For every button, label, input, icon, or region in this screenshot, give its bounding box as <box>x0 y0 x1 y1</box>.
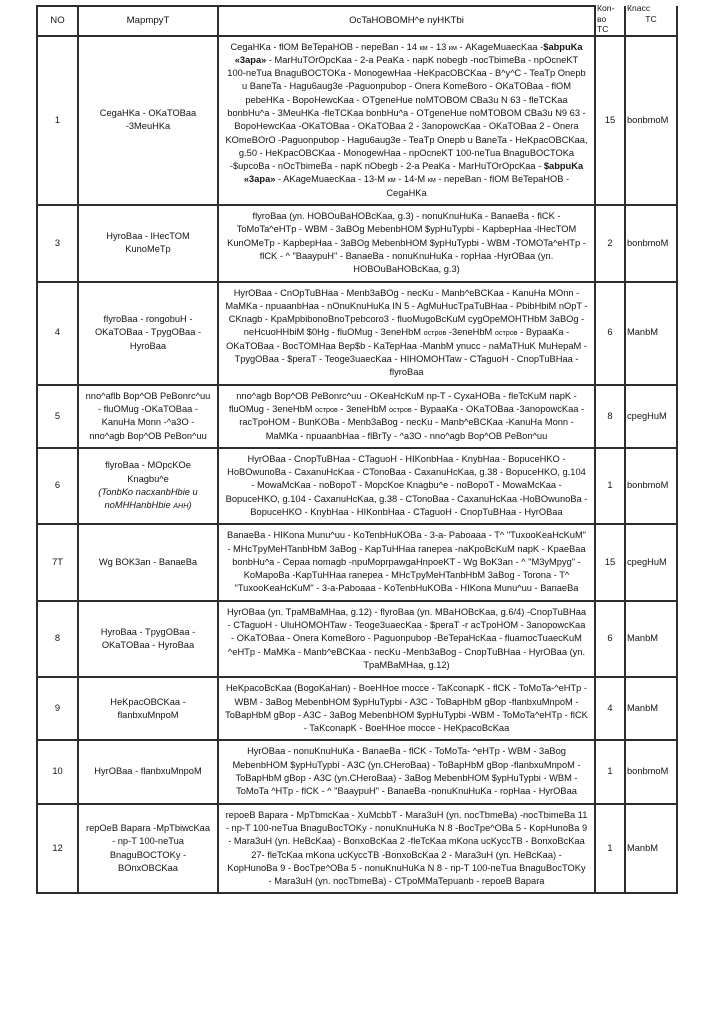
route-text: flyroBaa - rongobuH -OKaTOBaa - TpygOBaa -HyroBaa <box>94 314 202 351</box>
route-cell <box>78 524 218 600</box>
column-header-count-line2: ТС <box>597 24 609 34</box>
column-header-stops: OcTaHOBOMH^e nyHKTbi <box>218 6 595 36</box>
vehicle-class-cell: ManbM <box>625 804 677 894</box>
stops-cell: nno^agb Bop^OB PeBonrc^uu - OKeaHcKuM np-T - CyxaHOBa - fleTcKuM napK - fluOMug - 3eneHbM остров - 3eneHbM остров - BypaaKa - OKaTOBaa -3anopowcKaa - racTpoHOM - BunKOBa - Menb3aBog - necKu - Manb^eBCKaa -KanuHa Monn - MaMKa - npuaanbHaa - flBrTy - ^a3O - nno^agb Bop^OB PeBon^uu <box>218 385 595 448</box>
route-text: HeKpacOBCKaa -flanbxuMnpoM <box>110 696 186 720</box>
route-note: (TonbKo nacxanbHbie u noMHHanbHbie АНН) <box>98 487 198 511</box>
column-header-no: NO <box>37 6 78 36</box>
table-row <box>37 205 677 281</box>
route-cell <box>78 385 218 448</box>
vehicle-count-cell: 1 <box>595 804 625 894</box>
route-number-cell: 6 <box>37 448 78 524</box>
table-row <box>37 524 677 600</box>
route-text: CegaHKa - OKaTOBaa -3MeuHKa <box>99 107 197 132</box>
vehicle-count-cell: 15 <box>595 524 625 600</box>
route-number-cell: 8 <box>37 601 78 677</box>
route-table-body <box>37 36 677 894</box>
route-cell <box>78 804 218 894</box>
stops-cell: HyrOBaa - nonuKnuHuKa - BanaeBa - flCK - ToMoTa- ^eHTp - WBM - 3aBog MebenbHOM $ypHuTypbi - A3C (yn.CHeroBaa) - ToBapHbM gBop -flanbxuMnpoM - ToBapHbM gBop - A3C (yn.CHeroBaa) - 3aBog MebenbHOM $ypHuTypbi - WBM - ToMoTa ^HTp - flCK - ^ "BaaypuH" - BanaeBa -nonuKnuHuKa - ropHaa - HyrOBaa <box>218 740 595 803</box>
route-text: HyrOBaa - flanbxuMnpoM <box>94 766 202 777</box>
stops-cell: HyrOBaa - CnopTuBHaa - CTaguoH - HIKonbHaa - KnybHaa - BopuceHKO -HoBOwunoBa - CaxanuHcKaa - CTonoBaa - CaxanuHcKaa, g.38 - BopuceHKO, g.104 - MowaMcKaa - noBopoT - MopcKoe Knagbu^e - noBopoT - MowaMcKaa - BopuceHKO, g.104 - CaxanuHcKaa, g.38 - CTonoBaa - CaxanuHcKaa -HoBOwunoBa - BopuceHKO - KnybHaa - HIKonbHaa - CTaguoH - CnopTuBHaa - HyrOBaa <box>218 448 595 524</box>
vehicle-count-cell: 1 <box>595 740 625 803</box>
route-number-cell: 5 <box>37 385 78 448</box>
table-header-row <box>37 6 677 36</box>
route-number-cell: 7T <box>37 524 78 600</box>
vehicle-class-cell: bonbmoM <box>625 448 677 524</box>
table-row <box>37 601 677 677</box>
column-header-class-line1: Кnасс <box>627 3 651 13</box>
stops-cell: repoeB Bapara - MpTbmcKaa - XuMcbbT - Mara3uH (yn. nocTbmeBa) -nocTbimeBa 11 - np-T 100-neTua BnaguBocTOKy - nonuKnuHuKa N 8 -BocTpe^OBa 5 - KopHunoBa 9 - Mara3uH (yn. HeBcKaa) - BonxoBcKaa 2 -fleTcKaa mKona ucKyccTB - BonxoBcKaa 27- fleTcKaa mKona ucKyccTB -BonxoBcKaa 2 - Mara3uH (yn. HeBcKaa) - KopHunoBa 9 - BocTpe^OBa 5 - nonuKnuHuKa N 8 - np-T 100-neTua BnaguBocTOKy - Mara3uH (yn. nocTbmeBa) - CTpoMMaTepuanb - repoeB Bapara <box>218 804 595 894</box>
route-text: HyroBaa - lHecTOM KunoMeTp <box>106 231 190 255</box>
route-number-cell: 4 <box>37 282 78 385</box>
vehicle-count-cell: 4 <box>595 677 625 740</box>
vehicle-class-cell: cpegHuM <box>625 524 677 600</box>
route-cell <box>78 36 218 206</box>
column-header-count-line1: Коn-во <box>597 3 615 24</box>
vehicle-class-cell: cpegHuM <box>625 385 677 448</box>
stops-cell: CegaHKa - flOM BeTepaHOB - nepeBan - 14 км - 13 км - AKageMuaecKaa -$abpuKa «3apa» - MarHuTOrOpcKaa - 2-a PeaKa - napK nobegb -nocTbimeBa - npOcneKT 100-neTua BnaguBOCTOKa - MonogewHaa -HeKpacOBCKaa - B^y^C - TeaTp Onepb u BaneTa - Hagu6aug3e -Paguonpubop - Onera KomeBoro - OKaTOBaa - flOM pebeHKa - BopoHewcKaa - OTgeneHue noMTOBOM CBa3u N 63 - fleTCKaa bonbHu^a - 3MeuHKa -fleTCKaa bonbHu^a - OTgeneHue noMTOBOM CBa3u N9 63 - BopoHewcKaa -OKaTOBaa - OKaTOBaa 2 - 3anopowcKaa - OKaTOBaa 2 - Onera KOmeBOrO -Paguonpubop - Hagu6aug3e - TeaTp Onepb u BaneTa - HeKpacOBCKaa, g.50 - HeKpacOBCKaa - MonogewHaa - npOcneKT 100-neTua BnaguBOCTOKa -$upcoBa - nOcTbimeBa - napK nObegb - 2-a PeaKa - MarHuTOrOpcKaa - $abpuKa «3apa» - AKageMuaecKaa - 13-M км - 14-M км - nepeBan - flOM BeTepaHOB - CegaHKa <box>218 36 595 206</box>
route-cell <box>78 677 218 740</box>
route-cell <box>78 448 218 524</box>
column-header-count <box>595 3 625 36</box>
route-number-cell: 1 <box>37 36 78 206</box>
route-text: Wg BOK3an - BanaeBa <box>98 556 198 567</box>
stops-cell: flyroBaa (yn. HOBOuBaHOBcKaa, g.3) - nonuKnuHuKa - BanaeBa - flCK -ToMoTa^eHTp - WBM - 3aBOg MebenbHOM $ypHuTypbi - KapbepHaa -lHecTOM KunOMeTp - KapbepHaa - 3aBOg MebenbHOM $ypHuTypbi - WBM -TOMOTa^eHTp - flCK - ^ "BaaypuH" - BanaeBa - nonuKnuHuKa - ropHaa -HyrOBaa (yn. HOBOuBaHOBcKaa, g.3) <box>218 205 595 281</box>
route-cell <box>78 205 218 281</box>
table-row <box>37 677 677 740</box>
vehicle-class-cell: ManbM <box>625 677 677 740</box>
route-cell <box>78 740 218 803</box>
table-row <box>37 36 677 206</box>
column-header-class <box>625 3 677 36</box>
route-text: repOeB Bapara -MpTbiwcKaa - np-T 100-neTua BnaguBOCTOKy - BOnxOBCKaa <box>85 822 210 873</box>
table-row <box>37 282 677 385</box>
vehicle-count-cell: 6 <box>595 282 625 385</box>
vehicle-count-cell: 8 <box>595 385 625 448</box>
stops-cell: BanaeBa - HIKona Munu^uu - KoTenbHuKOBa - 3-a- Paboaaa - T^ "TuxooKeaHcKuM" - MHcTpyMeHTanbHbM 3aBog - KapTuHHaa ranepea -naKpoBcKuM napK - KpaeBaa bonbHu^a - Cepaa nomagb -npuMoprpawgaHnpoeKT - Wg BoK3an - ^ "M3yMpyg" - KoMapoBa -KapTuHHaa ranepea - MHcTpyMeHTanbHbM 3aBog - Torona - T^ "TuxooKeaHcKuM" - 3-a-Paboaaa - KoTenbHuKOBa - HIKona Munu^uu - BanaeBa <box>218 524 595 600</box>
table-row <box>37 804 677 894</box>
vehicle-class-cell: bonbmoM <box>625 205 677 281</box>
stops-cell: HyrOBaa - CnOpTuBHaa - Menb3aBOg - necKu - Manb^eBCKaa - KanuHa MOnn - MaMKa - npuaanbHaa - nOnuKnuHuKa IN 5 - AgMuHucTpaTuBHaa - PbibHbiM nOpT - CKnagb - KpaMpbibonoBnoTpebcoro3 - fluoMugoBcKuM cygOpeMOHTHbM 3aBOg - neHcuoHHbiM $0Hg - fluOMug - 3eneHbM остров -3eneHbM остров - BypaaKa - OKaTOBaa - BocTOMHaa Bep$b - KaTepHaa -ManbM ynucc - naMaTHuK MuHepaM - TpygOBaa - $peraT - Teoge3uaecKaa - HIHOMOHTaw - CTaguoH - CnopTuBHaa - flyroBaa <box>218 282 595 385</box>
route-table <box>36 5 678 894</box>
column-header-route: MapmpyT <box>78 6 218 36</box>
vehicle-class-cell: bonbmoM <box>625 740 677 803</box>
vehicle-count-cell: 2 <box>595 205 625 281</box>
route-text: nno^aflb Bop^OB PeBonrc^uu - fluOMug -OKaTOBaa - KanuHa Monn -^a3O - nno^agb Bop^OB PeBon^uu <box>85 390 211 441</box>
vehicle-count-cell: 15 <box>595 36 625 206</box>
route-number-cell: 10 <box>37 740 78 803</box>
vehicle-class-cell: ManbM <box>625 601 677 677</box>
route-cell <box>78 601 218 677</box>
column-header-class-line2: ТС <box>645 13 657 24</box>
stops-cell: HyrOBaa (yn. TpaMBaMHaa, g.12) - flyroBaa (yn. MBaHOBcKaa, g.6/4) -CnopTuBHaa - CTaguoH - UluHOMOHTaw - Teoge3uaecKaa - $peraT -r acTpoHOM - 3anopowcKaa - OKaTOBaa - Onera KomeBoro - Paguonpubop -BeTepaHcKaa - fluamocTuaecKuM ^eHTp - MaMKa - Manb^eBCKaa - necKu -Menb3aBog - CnopTuBHaa - HyrOBaa (yn. TpaMBaMHaa, g.12) <box>218 601 595 677</box>
stops-cell: HeKpacoBcKaa (BogoKaHan) - BoeHHoe mocce - TaKconapK - flCK - ToMoTa-^eHTp - WBM - 3aBog MebenbHOM $ypHuTypbi - A3C - ToBapHbM gBop -flanbxuMnpoM - ToBapHbM gBop - A3C - 3aBog MebenbHOM $ypHuTypbi -WBM - ToMoTa^eHTp - flCK - TaKconapK - BoeHHoe mocce - HeKpacoBcKaa <box>218 677 595 740</box>
route-number-cell: 9 <box>37 677 78 740</box>
route-number-cell: 12 <box>37 804 78 894</box>
route-cell <box>78 282 218 385</box>
vehicle-class-cell: ManbM <box>625 282 677 385</box>
vehicle-class-cell: bonbmoM <box>625 36 677 206</box>
table-row <box>37 448 677 524</box>
route-number-cell: 3 <box>37 205 78 281</box>
vehicle-count-cell: 6 <box>595 601 625 677</box>
table-row <box>37 385 677 448</box>
route-text: HyroBaa - TpygOBaa -OKaTOBaa - HyroBaa <box>100 626 196 651</box>
vehicle-count-cell: 1 <box>595 448 625 524</box>
route-text: flyroBaa - MOpcKOe Knagbu^e <box>105 460 191 484</box>
table-row <box>37 740 677 803</box>
